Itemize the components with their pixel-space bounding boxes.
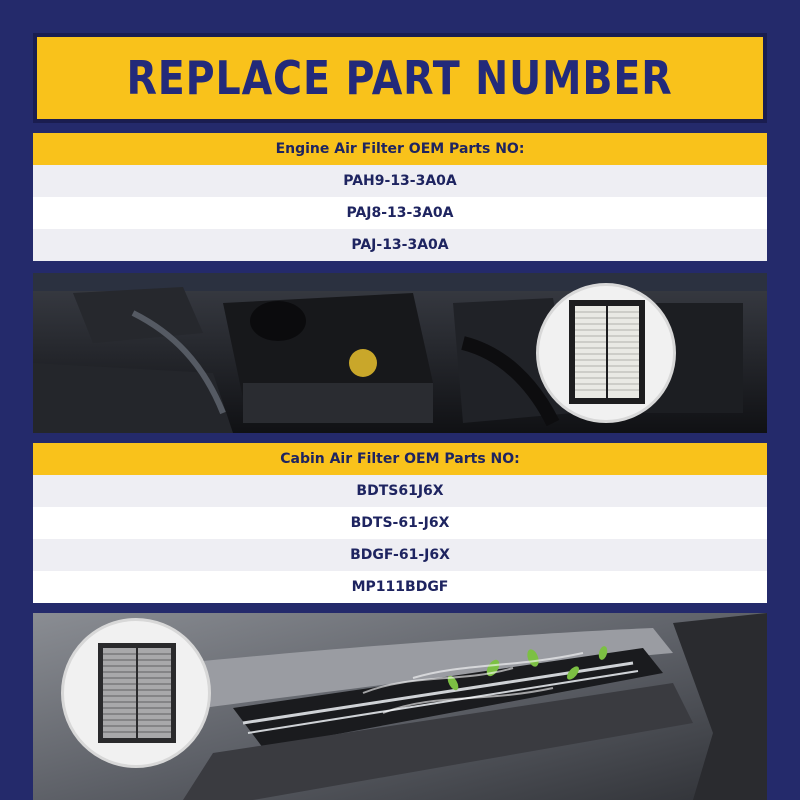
cabin-part-row: MP111BDGF xyxy=(33,571,767,603)
cabin-parts-header: Cabin Air Filter OEM Parts NO: xyxy=(33,443,767,475)
cabin-filter-icon xyxy=(64,621,208,765)
air-filter-icon xyxy=(539,286,673,420)
engine-air-filter-image xyxy=(536,283,676,423)
engine-part-row: PAJ8-13-3A0A xyxy=(33,197,767,229)
title-banner xyxy=(33,33,767,123)
engine-part-row: PAH9-13-3A0A xyxy=(33,165,767,197)
engine-parts-header: Engine Air Filter OEM Parts NO: xyxy=(33,133,767,165)
cabin-air-filter-image xyxy=(61,618,211,768)
cabin-part-row: BDTS-61-J6X xyxy=(33,507,767,539)
cabin-parts-table xyxy=(33,443,767,603)
page-title: REPLACE PART NUMBER xyxy=(126,51,674,105)
engine-part-row: PAJ-13-3A0A xyxy=(33,229,767,261)
cabin-part-row: BDGF-61-J6X xyxy=(33,539,767,571)
engine-parts-table xyxy=(33,133,767,261)
engine-bay-photo xyxy=(33,273,767,433)
cabin-part-row: BDTS61J6X xyxy=(33,475,767,507)
car-interior-vent-photo xyxy=(33,613,767,800)
